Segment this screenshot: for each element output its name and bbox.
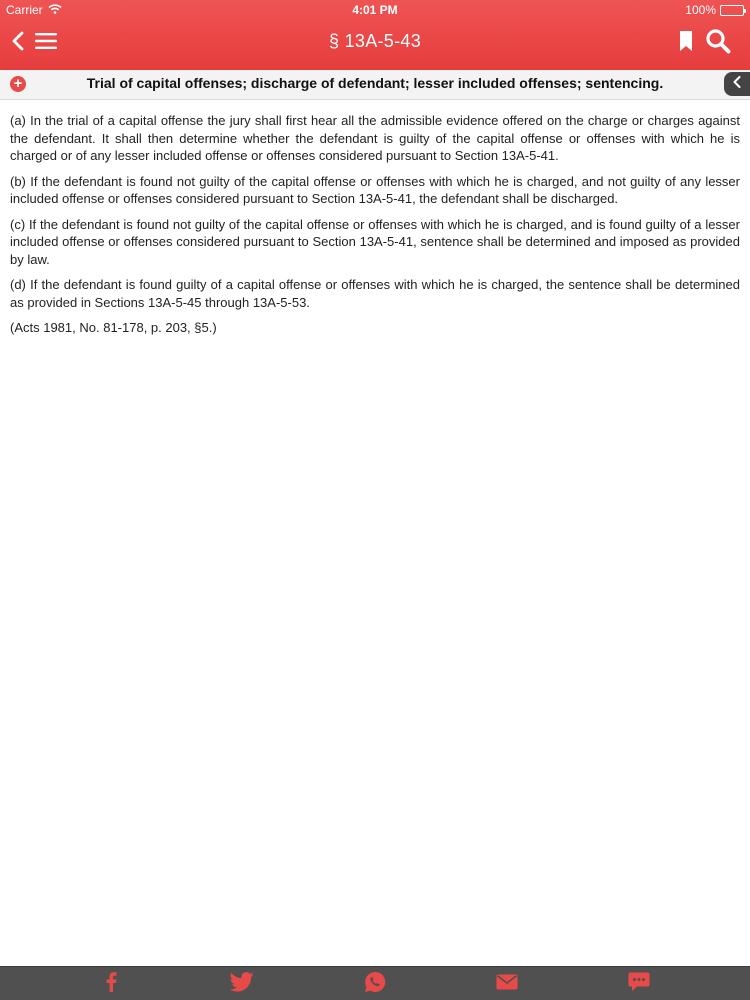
section-title: Trial of capital offenses; discharge of defendant; lesser included offenses; sentencing. (86, 75, 664, 91)
paragraph-c: (c) If the defendant is found not guilty of the capital offense or offenses with which he is charged, and is found guilty of a lesser included offense or offenses considered pursuant to Section 13A-5-41, sentence shall be determined and imposed as provided by law. (10, 216, 740, 267)
search-icon (705, 28, 731, 59)
expand-button[interactable] (10, 76, 26, 92)
plus-icon: + (13, 75, 23, 92)
facebook-icon (105, 972, 117, 997)
nav-bar (0, 20, 750, 70)
history-note: (Acts 1981, No. 81-178, p. 203, §5.) (10, 320, 217, 335)
twitter-share-button[interactable] (229, 972, 255, 996)
paragraph-a: (a) In the trial of a capital offense the jury shall first hear all the admissible evidence offered on the charge or charges against the defendant. It shall then determine whether the defendant is guilty of the capital offense or offenses with which he is charged or of any lesser included offense or offenses considered pursuant to Section 13A-5-41. (10, 113, 740, 163)
status-bar (0, 0, 750, 20)
bookmark-icon (679, 30, 693, 57)
paragraph-b: (b) If the defendant is found not guilty of the capital offense or offenses with which he is charged, and not guilty of any lesser included offense or offenses considered pursuant to Section 13A-5-41, the defendant shall be discharged. (10, 173, 740, 206)
search-button[interactable] (703, 28, 733, 58)
sms-icon (628, 972, 650, 997)
sms-share-button[interactable] (626, 972, 652, 996)
mail-share-button[interactable] (494, 972, 520, 996)
statute-text (10, 112, 740, 345)
whatsapp-icon (364, 971, 386, 998)
paragraph-d: (d) If the defendant is found guilty of a capital offense or offenses with which he is charged, the sentence shall be determined as provided in Sections 13A-5-45 through 13A-5-53. (10, 277, 740, 310)
battery-icon (720, 5, 744, 16)
battery-percent: 100% (685, 3, 716, 17)
twitter-icon (230, 972, 254, 997)
bookmark-button[interactable] (671, 28, 701, 58)
side-panel-toggle[interactable] (724, 72, 750, 96)
share-toolbar (0, 966, 750, 1000)
chevron-left-icon (733, 75, 741, 93)
page-title: § 13A-5-43 (328, 31, 422, 51)
whatsapp-share-button[interactable] (362, 972, 388, 996)
carrier-label: Carrier (6, 3, 43, 17)
section-header (0, 70, 750, 100)
facebook-share-button[interactable] (98, 972, 124, 996)
mail-icon (496, 974, 518, 995)
top-bar (0, 0, 750, 70)
status-time: 4:01 PM (352, 3, 398, 17)
